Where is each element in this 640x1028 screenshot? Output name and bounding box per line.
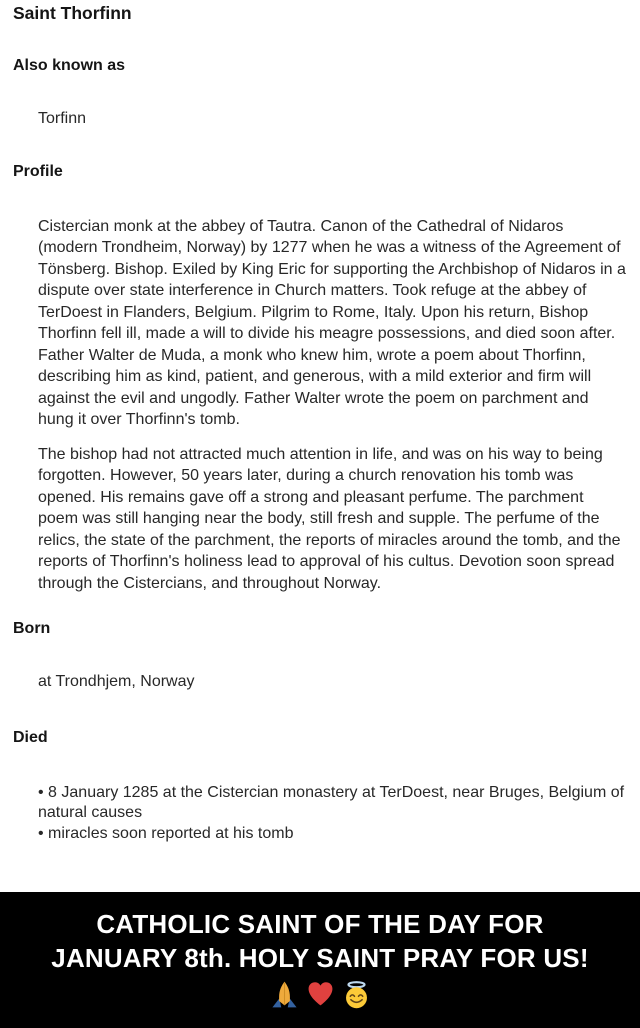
died-list (38, 783, 626, 845)
folded-hands-emoji (270, 980, 299, 1009)
born-value: at Trondhjem, Norway (38, 673, 195, 690)
banner-line-1: CATHOLIC SAINT OF THE DAY FOR (96, 909, 544, 939)
section-heading-profile: Profile (13, 162, 63, 180)
banner-emoji-row (0, 980, 640, 1009)
banner-line-2: JANUARY 8th. HOLY SAINT PRAY FOR US! (51, 943, 589, 973)
died-item: • 8 January 1285 at the Cistercian monastery at TerDoest, near Bruges, Belgium of natural causes (38, 783, 625, 821)
page-title: Saint Thorfinn (13, 3, 132, 23)
died-item: • miracles soon reported at his tomb (38, 824, 294, 842)
section-heading-died: Died (13, 728, 48, 746)
section-heading-also-known-as: Also known as (13, 57, 126, 74)
also-known-as-value: Torfinn (38, 110, 87, 127)
profile-paragraph-1: Cistercian monk at the abbey of Tautra. Canon of the Cathedral of Nidaros (modern Trondheim, Norway) by 1277 when he was a witness of the Agreement of Tönsberg. Bishop. Exiled by King Eric for supporting the Archbishop of Nidaros in a dispute over state interference in Church matters. Took refuge at the abbey of TerDoest in Flanders, Belgium. Pilgrim to Rome, Italy. Upon his return, Bishop Thorfinn fell ill, made a will to divide his meagre possessions, and died soon after. Father Walter de Muda, a monk who knew him, wrote a poem about Thorfinn, describing him as kind, patient, and generous, with a mild exterior and firm will against the evil and ungodly. Father Walter wrote the poem on parchment and hung it over Thorfinn's tomb. (38, 217, 626, 428)
profile-paragraph-2: The bishop had not attracted much attention in life, and was on his way to being forgotten. However, 50 years later, during a church renovation his tomb was opened. His remains gave off a strong and pleasant perfume. The parchment poem was still hanging near the body, still fresh and supple. The perfume of the relics, the state of the parchment, the reports of miracles around the tomb, and the reports of Thorfinn's holiness lead to approval of his cultus. Devotion soon spread through the Cistercians, and throughout Norway. (38, 445, 621, 592)
red-heart-emoji (306, 980, 335, 1009)
section-heading-born: Born (13, 620, 51, 637)
caption-banner (0, 892, 640, 1028)
smiling-face-with-halo-emoji (342, 980, 371, 1009)
